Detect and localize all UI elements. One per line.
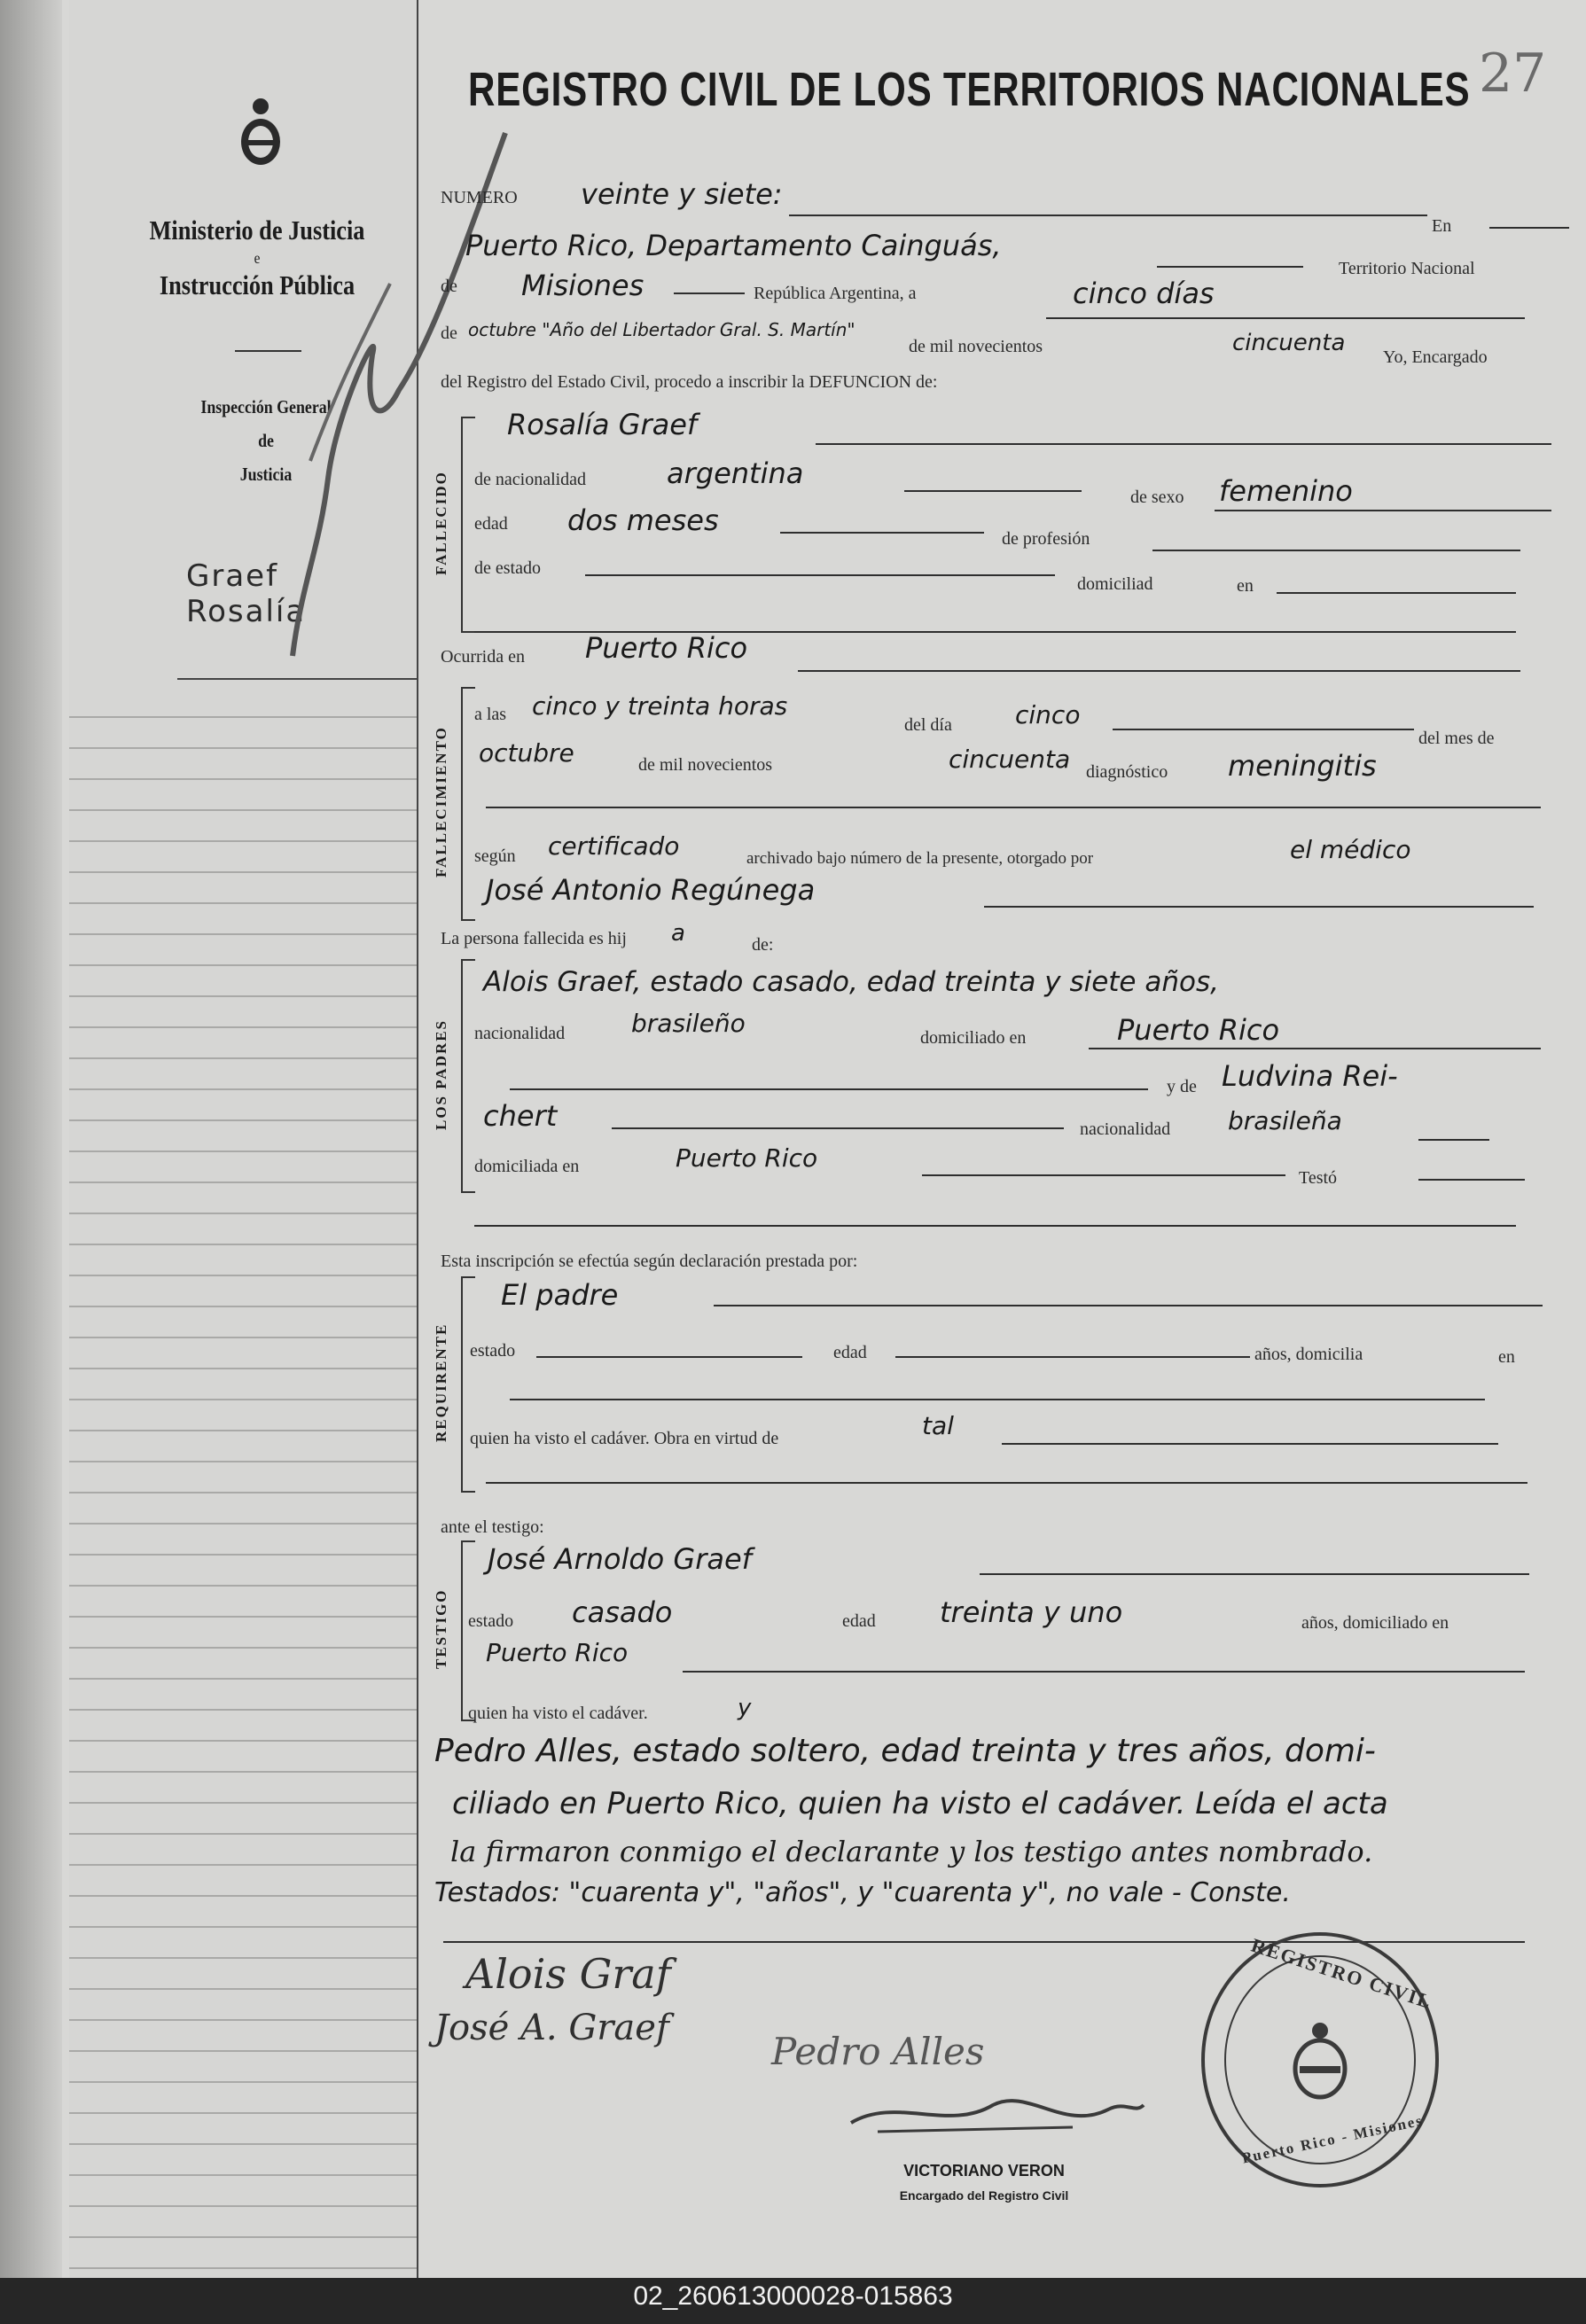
numero-label: NUMERO [441,188,518,207]
signer-title: Encargado del Registro Civil [899,2188,1069,2203]
fallecimiento-bracket [461,687,475,921]
ocurrida-label: Ocurrida en [441,647,525,667]
page-title: REGISTRO CIVIL DE LOS TERRITORIOS NACIONALES [468,63,1471,116]
requirente-bracket [461,1276,475,1493]
signature-testigo-1: José A. Graef [434,2008,669,2048]
registro-text: del Registro del Estado Civil, procedo a inscribir la DEFUNCION de: [441,372,938,392]
numero-line [789,214,1427,216]
registro-civil-stamp [1201,1932,1439,2188]
signer-signature-mark [842,2078,1152,2149]
annotation-line-4: Testados: "cuarenta y", "años", y "cuarenta y", no vale - Conste. [434,1877,1291,1908]
mes-value: octubre [479,738,574,768]
ante-label: ante el testigo: [441,1517,544,1537]
requirente-domicilio-line [510,1399,1485,1400]
testigo-anios-label: años, domiciliado en [1301,1613,1449,1633]
segun-label: según [474,846,516,866]
testo-line [1418,1179,1525,1181]
nacionalidad-value: argentina [667,456,804,490]
fallecido-section-label: FALLECIDO [433,471,449,575]
testigo-edad-value: treinta y uno [940,1595,1123,1629]
inscripcion-label: Esta inscripción se efectúa según declaración prestada por: [441,1252,858,1271]
diagnostico-line [486,807,1541,808]
anio-value: cincuenta [949,745,1071,774]
requirente-edad-label: edad [833,1343,867,1362]
profesion-label: de profesión [1002,529,1090,549]
ministry-line-1: Ministerio de Justicia [149,214,365,246]
edad-label: edad [474,514,508,534]
estado-label: de estado [474,558,541,578]
edad-value: dos meses [567,503,719,537]
fallecido-en-label: en [1237,576,1254,596]
testigo-estado-label: estado [468,1611,514,1631]
folio-number: 27 [1479,43,1547,105]
republica-label: República Argentina, a [754,284,917,303]
signature-declarante: Alois Graf [465,1950,671,1998]
annotation-line-2: ciliado en Puerto Rico, quien ha visto el cadáver. Leída el acta [452,1786,1388,1821]
ministry-line-3: Instrucción Pública [159,269,355,300]
mil-label: de mil novecientos [638,755,773,775]
padres-bracket [461,959,475,1193]
hija-de-label: de: [752,935,774,955]
medico-line [984,906,1534,908]
hija-label: La persona fallecida es hij [441,929,627,948]
ocurrida-value: Puerto Rico [585,631,748,665]
diagnostico-label: diagnóstico [1086,762,1168,782]
en-label: En [1432,216,1452,236]
stamp-coat-of-arms-icon [1289,2020,1351,2100]
sexo-line [1215,510,1551,511]
profesion-line [1152,550,1520,551]
madre-line [612,1127,1064,1129]
dia-value: cinco [1015,700,1081,729]
testigo-section-label: TESTIGO [433,1588,449,1670]
domiciliada-value: Puerto Rico [676,1143,818,1173]
de-label: de [441,277,457,296]
nacionalidad-label: de nacionalidad [474,470,587,489]
domiciliada-line [922,1174,1285,1176]
hora-value: cinco y treinta horas [532,691,788,721]
year-label: de mil novecientos [909,337,1043,356]
dia-line [1113,729,1414,730]
requirente-edad-line [895,1356,1250,1358]
padre-extra-line [510,1088,1148,1090]
testigo-estado-value: casado [572,1595,673,1629]
certificado-value: certificado [548,831,680,861]
madre-nacionalidad-label: nacionalidad [1080,1119,1171,1139]
fallecido-en-line [1277,592,1516,594]
padre-nacionalidad-value: brasileño [631,1009,746,1038]
fallecido-name-line [816,443,1551,445]
inspeccion-line-2: de [258,430,274,451]
fallecimiento-section-label: FALLECIMIENTO [433,726,449,878]
fallecido-bracket [461,417,475,633]
a-las-label: a las [474,705,507,724]
inspeccion-line-3: Justicia [239,464,293,485]
requirente-extra-line [486,1482,1527,1484]
testigo-quien-label: quien ha visto el cadáver. [468,1704,648,1723]
day-value: cinco días [1073,277,1215,310]
ministry-line-2: e [254,249,261,267]
signer-name: VICTORIANO VERON [903,2162,1065,2180]
annotation-line-3: la firmaron conmigo el declarante y los testigo antes nombrado. [450,1835,1373,1868]
province-value: Misiones [521,269,645,302]
quien-value: tal [922,1411,954,1440]
quien-label: quien ha visto el cadáver. Obra en virtud de [470,1429,779,1448]
madre-nacionalidad-line [1418,1139,1489,1141]
year-value: cincuenta [1232,330,1346,356]
requirente-line [714,1305,1543,1306]
testo-label: Testó [1299,1168,1338,1188]
province-line [674,292,745,294]
margin-surname: Graef [186,558,279,594]
del-mes-de-label: del mes de [1418,729,1495,748]
hija-suffix: a [671,920,685,947]
place-value: Puerto Rico, Departamento Cainguás, [465,229,1002,262]
testigo-value: José Arnoldo Graef [488,1542,752,1576]
madre-value-1: Ludvina Rei- [1222,1059,1398,1093]
padres-section-label: LOS PADRES [433,1018,449,1130]
requirente-estado-label: estado [470,1341,516,1361]
fallecido-name-value: Rosalía Graef [507,408,698,441]
madre-value-2: chert [483,1099,558,1133]
requirente-estado-line [536,1356,802,1358]
padre-domicilio-line [1089,1048,1541,1049]
day-line [1046,317,1525,319]
requirente-section-label: REQUIRENTE [433,1322,449,1443]
padres-extra-line [474,1225,1516,1227]
nacionalidad-line [904,490,1082,492]
estado-line [585,574,1055,576]
padre-domiciliado-value: Puerto Rico [1117,1013,1280,1047]
del-mes-label: de [441,324,457,343]
stamp-bottom-text: Puerto Rico - Misiones [1240,2111,1426,2167]
otorgado-value: el médico [1290,835,1411,864]
encargado-text: Yo, Encargado [1383,347,1488,367]
testigo-domicilio-line [683,1671,1525,1673]
del-dia-label: del día [904,715,952,735]
image-identifier: 02_260613000028-015863 [633,2281,953,2311]
medico-value: José Antonio Regúnega [486,873,816,907]
sexo-value: femenino [1219,474,1353,508]
domiciliado-label: domiciliad [1077,574,1153,594]
madre-nacionalidad-value: brasileña [1228,1106,1342,1135]
padre-domiciliado-label: domiciliado en [920,1028,1027,1048]
annotation-line-1: Pedro Alles, estado soltero, edad treinta y tres años, domi- [434,1733,1376,1769]
place-line [1157,266,1303,268]
signer-block [851,2158,1117,2208]
book-binding-edge [0,0,62,2278]
testigo-quien-value: y [738,1695,752,1721]
edad-line [780,532,984,534]
testigo-domicilio-value: Puerto Rico [486,1638,629,1667]
requirente-anios-label: años, domicilia [1254,1345,1363,1364]
padre-nacionalidad-label: nacionalidad [474,1024,566,1043]
requirente-en-label: en [1498,1347,1515,1367]
margin-given-name: Rosalía [186,594,307,629]
requirente-value: El padre [501,1278,619,1312]
month-value: octubre "Año del Libertador Gral. S. Martín" [468,319,856,340]
numero-value: veinte y siete: [581,177,783,211]
en-line [1489,227,1569,229]
ocurrida-line [798,670,1520,672]
sexo-label: de sexo [1130,487,1184,507]
domiciliada-label: domiciliada en [474,1157,580,1176]
territorio-label: Territorio Nacional [1339,259,1475,278]
y-de-label: y de [1167,1077,1197,1096]
stamp-top-text: REGISTRO CIVIL [1248,1933,1436,2014]
inspeccion-line-1: Inspección General [200,396,332,417]
signature-testigo-2: Pedro Alles [771,2030,985,2073]
quien-line [1002,1443,1498,1445]
archivado-text: archivado bajo número de la presente, otorgado por [746,849,1094,868]
padre-value: Alois Graef, estado casado, edad treinta y siete años, [483,966,1219,998]
diagnostico-value: meningitis [1228,749,1377,783]
testigo-line [980,1573,1529,1575]
testigo-edad-label: edad [842,1611,876,1631]
